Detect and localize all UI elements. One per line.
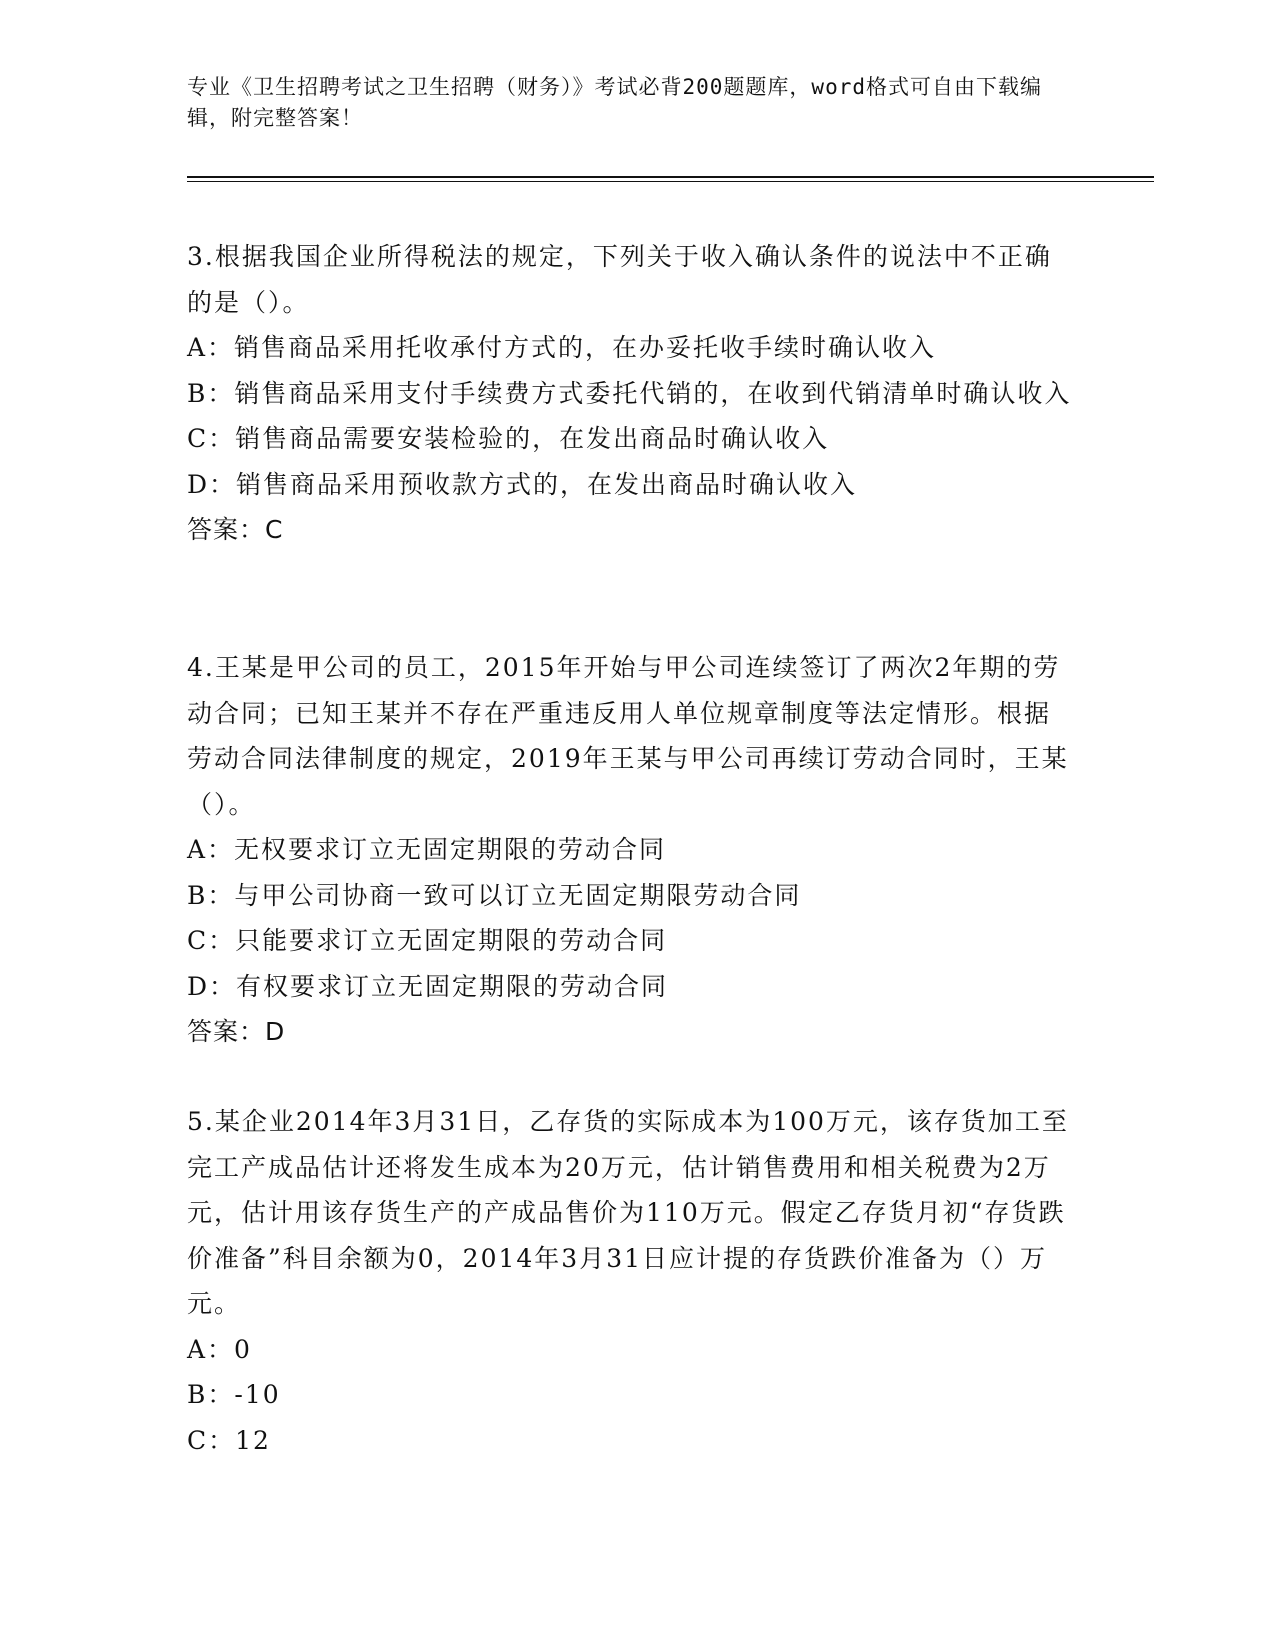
option-d: D：有权要求订立无固定期限的劳动合同: [187, 971, 669, 1001]
answer-line: 答案：C: [187, 515, 284, 544]
option-d: D：销售商品采用预收款方式的，在发出商品时确认收入: [187, 469, 858, 499]
question-stem: 3.根据我国企业所得税法的规定，下列关于收入确认条件的说法中不正确的是（）。: [187, 242, 1052, 317]
option-b: B：-10: [187, 1380, 281, 1409]
option-a: A：销售商品采用托收承付方式的，在办妥托收手续时确认收入: [187, 333, 937, 362]
question-4: [187, 645, 1077, 1055]
question-stem: 5.某企业2014年3月31日，乙存货的实际成本为100万元，该存货加工至完工产成品估计还将发生成本为20万元，估计销售费用和相关税费为2万元，估计用该存货生产的产成品售价为110万元。假定乙存货月初“存货跌价准备”科目余额为0，2014年3月31日应计提的存货跌价准备为（）万元。: [187, 1107, 1069, 1318]
option-b: B：销售商品采用支付手续费方式委托代销的，在收到代销清单时确认收入: [187, 378, 1072, 408]
header-divider-thin: [187, 181, 1154, 182]
document-header: 专业《卫生招聘考试之卫生招聘（财务）》考试必背200题题库，word格式可自由下载编辑，附完整答案！: [187, 75, 1042, 130]
question-stem: 4.王某是甲公司的员工，2015年开始与甲公司连续签订了两次2年期的劳动合同；已知王某并不存在严重违反用人单位规章制度等法定情形。根据劳动合同法律制度的规定，2019年王某与甲公司再续订劳动合同时，王某（）。: [187, 653, 1069, 819]
option-c: C：12: [187, 1425, 271, 1455]
option-b: B：与甲公司协商一致可以订立无固定期限劳动合同: [187, 880, 802, 910]
header-divider-thick: [187, 176, 1154, 178]
option-c: C：只能要求订立无固定期限的劳动合同: [187, 926, 668, 955]
answer-line: 答案：D: [187, 1017, 286, 1046]
question-5: [187, 1099, 1077, 1463]
option-c: C：销售商品需要安装检验的，在发出商品时确认收入: [187, 424, 830, 453]
option-a: A：无权要求订立无固定期限的劳动合同: [187, 835, 667, 864]
question-3: [187, 234, 1077, 553]
option-a: A：0: [187, 1334, 252, 1364]
